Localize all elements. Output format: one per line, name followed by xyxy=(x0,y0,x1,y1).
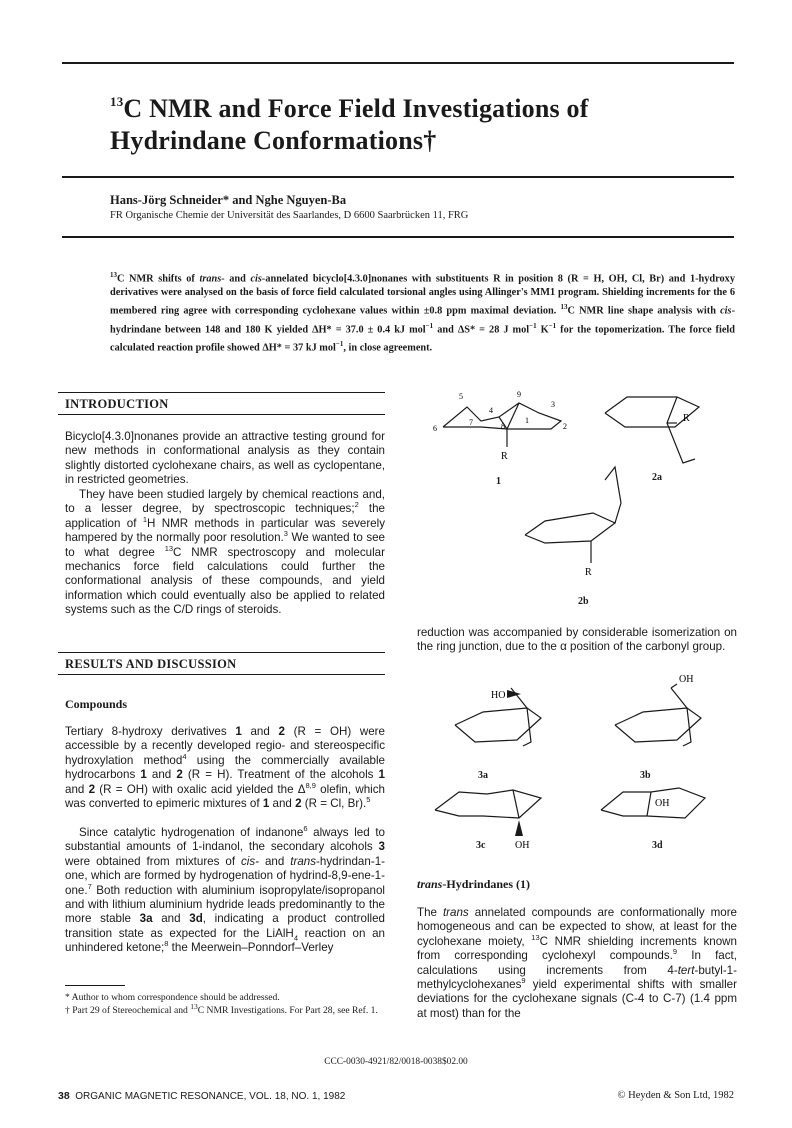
footnote-rule xyxy=(65,985,125,986)
hydroxyl-label-3b: OH xyxy=(679,674,694,685)
atom-number-3: 3 xyxy=(551,400,555,409)
abstract: $^{13}$C NMR shifts of trans- and cis-annelated bicyclo[4.3.0]nonanes with substituents R in position 8 (R = H, OH, Cl, Br) and 1-hydroxy derivatives were analysed on the basis of force field calculated torsional angles using Allinger's MM1 program. Shielding increments for the 6 membered ring agree with corresponding cyclohexane values within ±0.8 ppm maximal deviation. $^{13}$C NMR line shape analysis with cis-hydrindane between 148 and 180 K yielded ΔH* = 37.0 ± 0.4 kJ mol$^{-1}$ and ΔS* = 28 J mol$^{-1}$ $K^{-1}$ for the topomerization. The force field calculated reaction profile showed ΔH* = 37 kJ mol$^{-1}$, in close agreement. xyxy=(110,271,735,354)
ccc-code: CCC-0030-4921/82/0018-0038$02.00 xyxy=(324,1057,468,1067)
compound-label-3c: 3c xyxy=(476,840,486,851)
structure-3c-skeleton xyxy=(435,790,541,818)
substituent-r-1: R xyxy=(501,451,508,462)
copyright: © Heyden & Son Ltd, 1982 xyxy=(617,1090,734,1101)
compounds-paragraph-1: Tertiary 8-hydroxy derivatives 1 and 2 (R = OH) were accessible by a recently developed regio- and stereospecific hydroxylation method$^4$ using the commercially available hydrocarbons 1 and 2 (R = H). Treatment of the alcohols 1 and 2 (R = OH) with oxalic acid yielded the Δ$^{8,9}$ olefin, which was converted to epimeric mixtures of 1 and 2 (R = Cl, Br).$^5$ xyxy=(65,725,386,811)
title-superscript: 13 xyxy=(110,94,124,109)
intro-rule-top xyxy=(58,392,385,393)
atom-number-9: 9 xyxy=(517,390,521,399)
author-rule xyxy=(62,236,734,238)
compound-label-1: 1 xyxy=(496,476,501,487)
compound-label-2b: 2b xyxy=(578,596,589,607)
subheading-compounds: Compounds xyxy=(65,697,128,711)
right-paragraph-2: The trans annelated compounds are conformationally more homogeneous and can be expected to show, at least for the cyclohexane moiety, $^{13}$C NMR shielding increments known from corresponding cyclohexyl compounds.$^9$ In fact, calculations using increments from 4-tert-butyl-1-methylcyclohexanes$^9$ yield experimental shifts with smaller deviations for the cyclohexane signals (C-4 to C-7) (1.4 ppm at most) than for the xyxy=(417,906,738,1020)
substituent-r-2b: R xyxy=(585,567,592,578)
hydroxyl-label-3d: OH xyxy=(655,798,670,809)
structure-figure-3 xyxy=(415,670,745,850)
results-rule-bottom xyxy=(58,674,385,675)
structure-3d-skeleton xyxy=(601,788,705,818)
section-heading-introduction: INTRODUCTION xyxy=(65,397,169,411)
footnote-corresponding: * Author to whom correspondence should be addressed. xyxy=(65,992,280,1003)
atom-number-4: 4 xyxy=(489,406,493,415)
compound-label-3d: 3d xyxy=(652,840,663,851)
section-heading-results: RESULTS AND DISCUSSION xyxy=(65,657,237,671)
running-footer xyxy=(58,1090,345,1102)
atom-number-8: 8 xyxy=(501,422,505,431)
intro-paragraph-2: They have been studied largely by chemical reactions and, to a lesser degree, by spectroscopic techniques;$^2$ the application of $^1$H NMR methods in particular was severely hampered by the normally poor resolution.$^3$ We wanted to see to what degree $^{13}$C NMR spectroscopy and molecular mechanics force field calculations could further the conformational analysis of these compounds, and yield information which could eventually also be applied to related systems such as the C/D rings of steroids. xyxy=(65,488,386,617)
atom-number-2: 2 xyxy=(563,422,567,431)
hydroxyl-label-3a: HO xyxy=(491,690,506,701)
authors: Hans-Jörg Schneider* and Nghe Nguyen-Ba xyxy=(110,193,347,207)
intro-paragraph-1: Bicyclo[4.3.0]nonanes provide an attractive testing ground for new methods in conformational analysis as they contain slightly distorted cyclohexane chairs, as well as cyclopentane, in restricted geometries. xyxy=(65,430,385,487)
journal-name: ORGANIC MAGNETIC RESONANCE, VOL. 18, NO. 1, 1982 xyxy=(75,1091,346,1102)
affiliation: FR Organische Chemie der Universität des Saarlandes, D 6600 Saarbrücken 11, FRG xyxy=(110,210,469,221)
atom-number-5: 5 xyxy=(459,392,463,401)
compound-label-2a: 2a xyxy=(652,472,662,483)
structure-2b-skeleton xyxy=(525,513,615,543)
paper-title xyxy=(110,86,730,157)
atom-number-6: 6 xyxy=(433,424,437,433)
results-rule-top xyxy=(58,652,385,653)
title-line-1: C NMR and Force Field Investigations of xyxy=(123,94,589,123)
page-number: 38 xyxy=(58,1090,70,1102)
intro-rule-bottom xyxy=(58,414,385,415)
title-line-2: Hydrindane Conformations† xyxy=(110,126,437,155)
atom-number-1: 1 xyxy=(525,416,529,425)
compound-label-3a: 3a xyxy=(478,770,488,781)
subheading-trans-hydrindanes: trans-Hydrindanes (1) xyxy=(417,877,531,891)
hydroxyl-label-3c: OH xyxy=(515,840,530,850)
atom-number-7: 7 xyxy=(469,418,473,427)
compound-label-3b: 3b xyxy=(640,770,651,781)
top-rule xyxy=(62,62,734,64)
footnote-part: † Part 29 of Stereochemical and $^{13}$C NMR Investigations. For Part 28, see Ref. 1. xyxy=(65,1001,378,1016)
substituent-r-2a: R xyxy=(683,413,690,424)
right-paragraph-1: reduction was accompanied by considerable isomerization on the ring junction, due to the α position of the carbonyl group. xyxy=(417,626,737,654)
title-rule xyxy=(62,176,734,178)
structure-figure-1-2 xyxy=(415,385,745,615)
compounds-paragraph-2: Since catalytic hydrogenation of indanone$^6$ always led to substantial amounts of 1-indanol, the secondary alcohols 3 were obtained from mixtures of cis- and trans-hydrindan-1-one, which are formed by hydrogenation of hydrind-8,9-ene-1-one.$^7$ Both reduction with aluminium isopropylate/isopropanol and with lithium aluminium hydride leads predominantly to the more stable 3a and 3d, indicating a product controlled transition state as expected for the LiAlH$_4$ reaction on an unhindered ketone;$^8$ the Meerwein–Ponndorf–Verley xyxy=(65,824,386,955)
